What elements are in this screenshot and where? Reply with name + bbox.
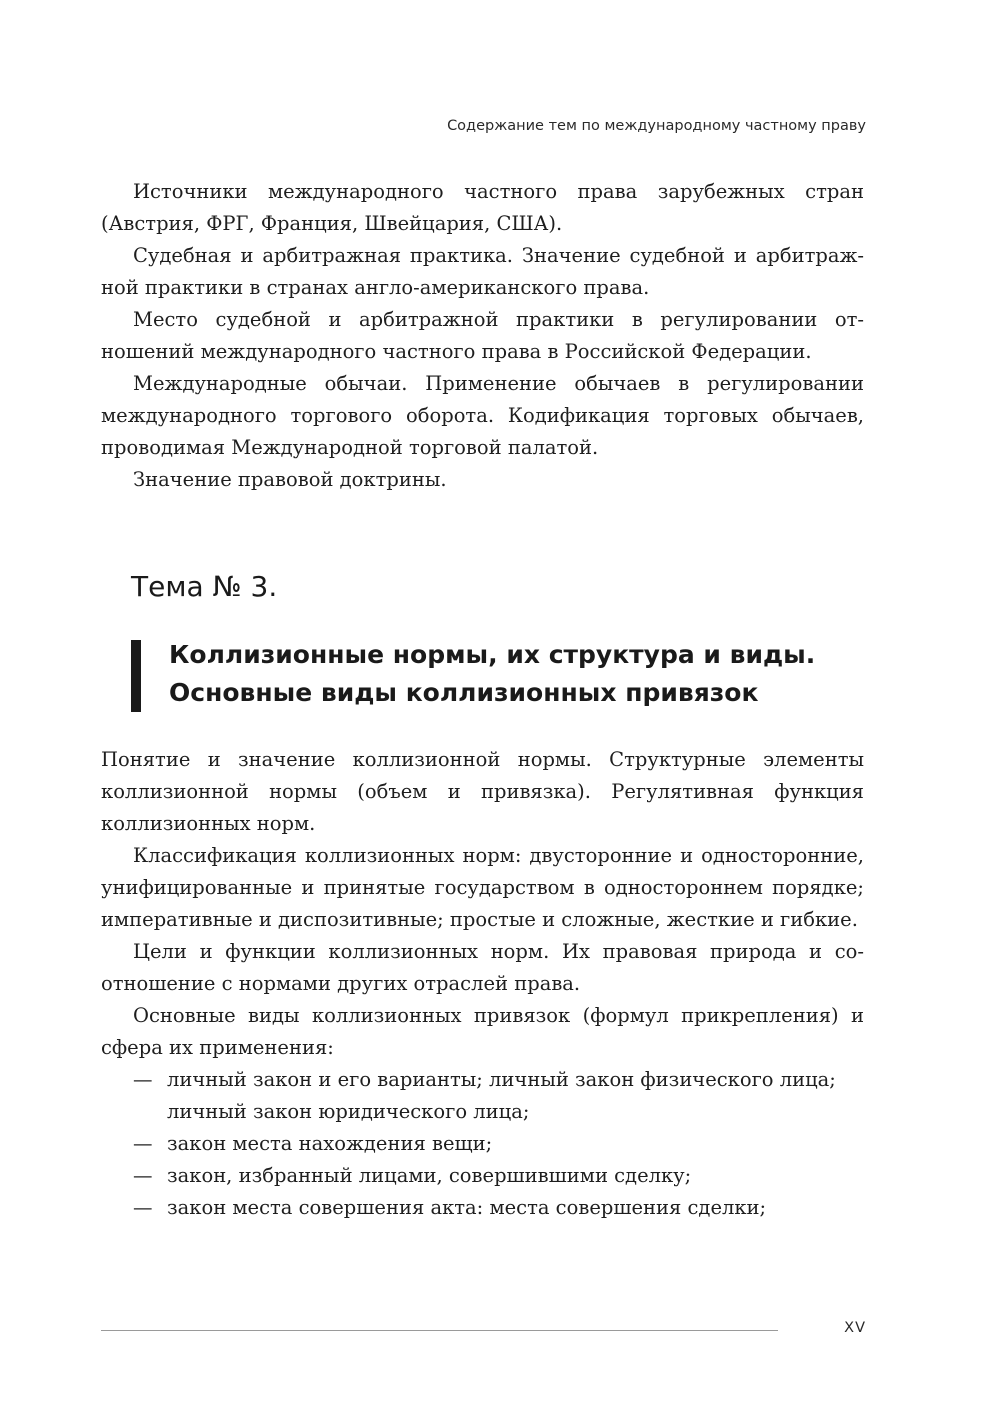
topic-title-line-1: Коллизионные нормы, их структура и виды. [169,640,816,669]
list-dash: — [133,1132,153,1155]
list-item [101,1192,864,1224]
topic-heading [131,636,871,712]
intro-paragraph: Понятие и значение коллизионной нормы. Структурные элементы коллизионной нормы (объем и привязка). Регулятивная функция коллизионных норм. [101,748,864,835]
paragraph: Источники международного частного права зарубежных стран (Австрия, ФРГ, Франция, Швейцария, США). [101,180,864,235]
paragraph: Судебная и арбитражная практика. Значение судебной и арбитражной практики в странах англо-американского права. [101,244,864,299]
paragraph: Значение правовой доктрины. [133,468,447,491]
running-header: Содержание тем по международному частному праву [447,118,866,134]
list-item [101,1128,864,1160]
list-item-text: личный закон и его варианты; личный закон физического лица; личный закон юридического лица; [167,1068,836,1123]
topic-label: Тема № 3. [131,570,278,603]
list-item [101,1160,864,1192]
list-item [101,1064,864,1128]
binding-types-list [101,1064,864,1224]
list-item-text: закон места совершения акта: места совершения сделки; [167,1196,767,1219]
list-dash: — [133,1196,153,1219]
list-item-text: закон, избранный лицами, совершившими сделку; [167,1164,692,1187]
topic-title-line-2: Основные виды коллизионных привязок [169,678,759,707]
paragraph: Классификация коллизионных норм: двусторонние и односторонние, унифицированные и принятые государством в одностороннем порядке; императивные и диспозитивные; простые и сложные, жесткие и гибкие. [101,844,864,931]
list-dash: — [133,1068,153,1091]
footer-rule [101,1330,778,1331]
paragraph: Международные обычаи. Применение обычаев в регулировании международного торгового оборота. Кодификация торговых обычаев, проводимая Международной торговой палатой. [101,372,864,459]
list-dash: — [133,1164,153,1187]
section-2-text [101,744,864,1224]
list-item-text: закон места нахождения вещи; [167,1132,493,1155]
section-1-text [101,176,864,496]
paragraph: Основные виды коллизионных привязок (формул прикрепления) и сфера их применения: [101,1004,864,1059]
topic-title [169,636,815,712]
paragraph: Цели и функции коллизионных норм. Их правовая природа и соотношение с нормами других отраслей права. [101,940,864,995]
page-number: XV [844,1320,866,1336]
heading-accent-bar [131,640,141,712]
paragraph: Место судебной и арбитражной практики в регулировании отношений международного частного права в Российской Федерации. [101,308,864,363]
